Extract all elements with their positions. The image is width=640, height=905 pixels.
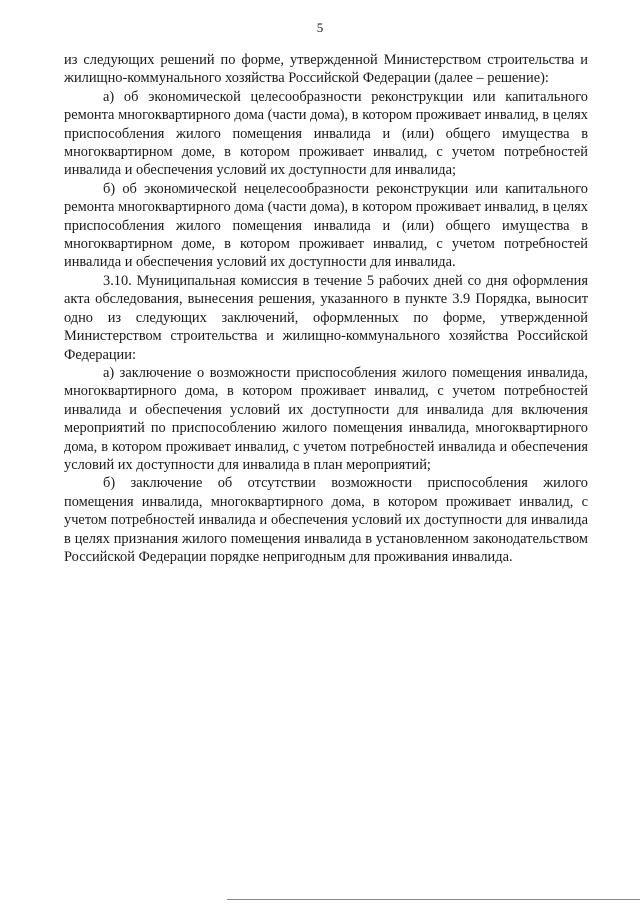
paragraph-decision-b: б) об экономической нецелесообразности реконструкции или капитального ремонта многоквартирного дома (части дома), в котором проживает инвалид, в целях приспособления жилого помещения инвалида и (или) общего имущества в многоквартирном доме, в котором проживает инвалид, с учетом потребностей инвалида и обеспечения условий их доступности для инвалида.: [64, 180, 588, 271]
paragraph-conclusion-a: а) заключение о возможности приспособления жилого помещения инвалида, многоквартирного дома, в котором проживает инвалид, с учетом потребностей инвалида и обеспечения условий их доступности для инвалида для включения мероприятий по приспособлению жилого помещения инвалида, многоквартирного дома, в котором проживает инвалид, с учетом потребностей инвалида и обеспечения условий их доступности для инвалида в план мероприятий;: [64, 364, 588, 473]
paragraph-conclusion-b: б) заключение об отсутствии возможности приспособления жилого помещения инвалида, многоквартирного дома, в котором проживает инвалид, с учетом потребностей инвалида и обеспечения условий их доступности для инвалида в целях признания жилого помещения инвалида в установленном законодательством Российской Федерации порядке непригодным для проживания инвалида.: [64, 475, 588, 565]
paragraph-clause-3-10: 3.10. Муниципальная комиссия в течение 5 рабочих дней со дня оформления акта обследования, вынесения решения, указанного в пункте 3.9 Порядка, выносит одно из следующих заключений, оформленных по форме, утвержденной Министерством строительства и жилищно-коммунального хозяйства Российской Федерации:: [64, 272, 588, 363]
document-body: [64, 51, 588, 566]
paragraph-continuation: из следующих решений по форме, утвержденной Министерством строительства и жилищно-коммунального хозяйства Российской Федерации (далее – решение):: [64, 52, 588, 87]
paragraph-decision-a: а) об экономической целесообразности реконструкции или капитального ремонта многоквартирного дома (части дома), в котором проживает инвалид, в целях приспособления жилого помещения инвалида и (или) общего имущества в многоквартирном доме, в котором проживает инвалид, с учетом потребностей инвалида и обеспечения условий их доступности для инвалида;: [64, 88, 588, 179]
footer-divider: [227, 899, 640, 900]
page-number: 5: [316, 20, 324, 35]
